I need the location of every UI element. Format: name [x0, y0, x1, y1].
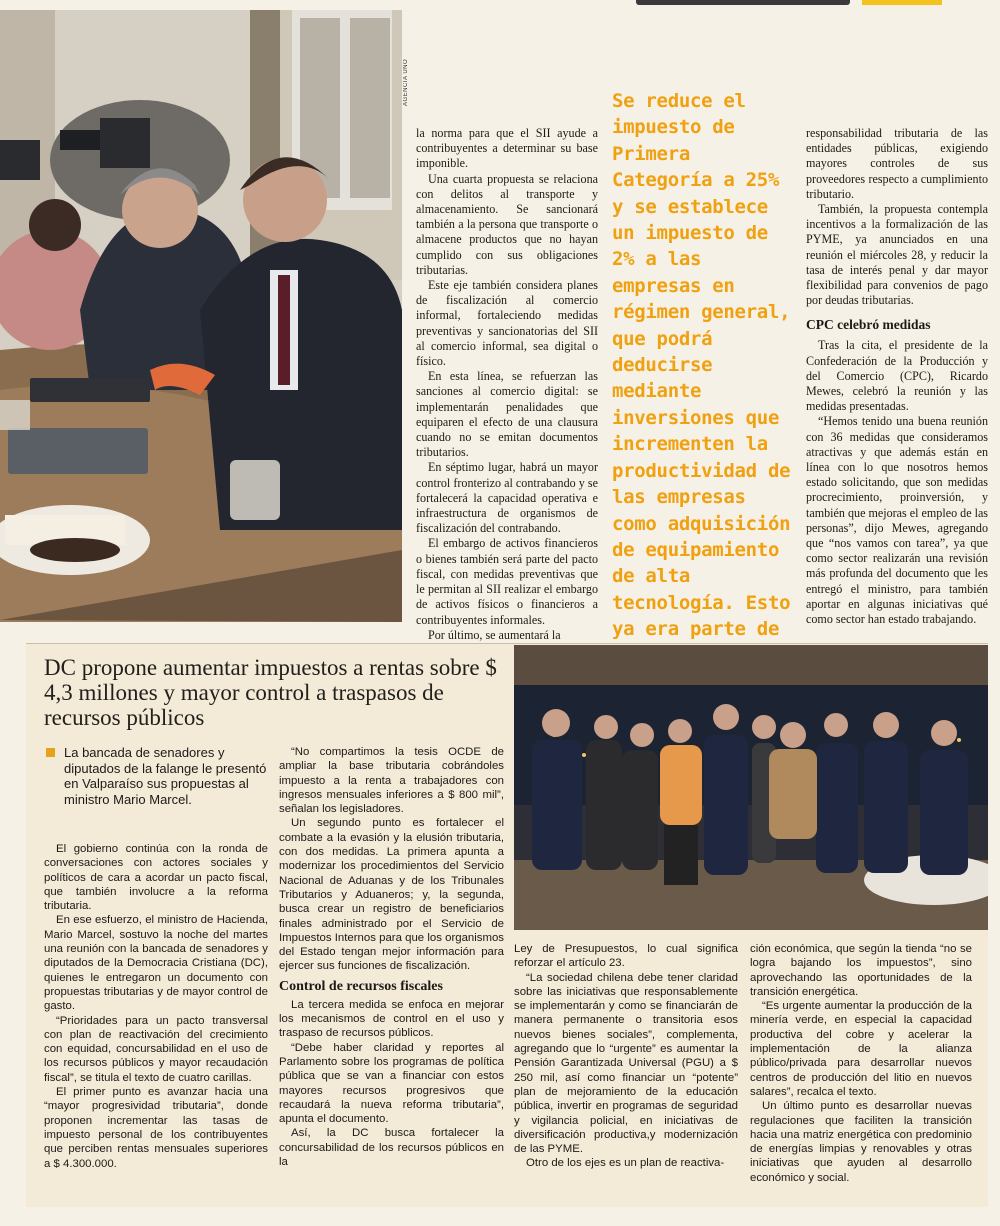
paragraph: “Es urgente aumentar la producción de la minería verde, en especial la capacidad productiva del cobre y acelerar la implementación de la alianza público/privada para desarrollar nuevos centros de producción del litio en nuevos salares”, recalca el texto. — [750, 1000, 972, 1098]
paragraph: “Debe haber claridad y reportes al Parlamento sobre los programas de política pública que se van a financiar con estos mayores recursos progresivos que recaudará la nueva reforma tributaria”, apunta el documento. — [279, 1041, 504, 1126]
section-tab-yellow — [862, 0, 942, 5]
paragraph: “La sociedad chilena debe tener claridad sobre las iniciativas que responsablemente se implementarán y como se financiarán de manera permanente o transitoria esos nuevos bienes sociales”, complementa, agregando que lo “urgente” es aumentar la Pensión Garantizada Universal (PGU) a $ 250 mil, así como financiar un “potente” plan de mejoramiento de la educación pública, invertir en programas de seguridad y vigilancia policial, en iniciativas de diversificación productiva,y modernización de las PYME. — [514, 971, 738, 1156]
bottom-article-column-4 — [750, 942, 972, 1185]
photo-meeting-press — [0, 10, 402, 622]
paragraph: Ley de Presupuestos, lo cual significa reforzar el artículo 23. — [514, 943, 738, 970]
pull-quote: Se reduce el impuesto de Primera Categoría a 25% y se establece un impuesto de 2% a las empresas en régimen general, que podrá deducirse mediante inversiones que incrementen la productividad de las empresas como adquisición de equipamiento de alta tecnología. Esto ya era parte de — [612, 90, 791, 641]
paragraph: “No compartimos la tesis OCDE de ampliar la base tributaria cobrándoles impuesto a la renta a trabajadores con ingresos mensuales inferiores a $ 800 mil”, señalan los legisladores. — [279, 746, 504, 816]
section-tab-dark — [636, 0, 850, 5]
paragraph: “Hemos tenido una buena reunión con 36 medidas que consideramos atractivas y que además están en línea con lo que nosotros hemos estado solicitando, que son medidas procrecimiento, proinversión, y también que mejoras el empleo de las personas”, dijo Mewes, agregando que “nos vamos con tarea”, ya que como sector realizarán una revisión más profunda del documento que les entregó el ministro, para también aportar en algunas iniciativas qué como sector han estado trabajando. — [806, 414, 989, 627]
paragraph: Un último punto es desarrollar nuevas regulaciones que faciliten la transición hacia una matriz energética con predominio de energías limpias y renovables y otras iniciativas que ayuden al desarrollo económico y social. — [750, 1100, 972, 1184]
paragraph: Este eje también considera planes de fiscalización al comercio informal, fortaleciendo medidas preventivas y sancionatorias del SII al comercio informal, sea digital o físico. — [416, 278, 598, 369]
bottom-article-column-3 — [514, 942, 738, 1171]
top-article-column-1 — [416, 126, 598, 643]
paragraph: Por último, se aumentará la — [428, 627, 561, 642]
article-headline: DC propone aumentar impuestos a rentas sobre $ 4,3 millones y mayor control a traspasos de recursos públicos — [44, 655, 497, 730]
paragraph: En esta línea, se refuerzan las sanciones al comercio digital: se implementarán penalidades que equiparen el efecto de una clausura cuando no se emitan documentos tributarios. — [416, 369, 598, 460]
paragraph: ción económica, que según la tienda “no se logra bajando los impuestos”, sino aprovechando las oportunidades de la transición energética. — [750, 943, 972, 998]
paragraph: Tras la cita, el presidente de la Confederación de la Producción y del Comercio (CPC), Ricardo Mewes, celebró la reunión y las medidas presentadas. — [806, 338, 988, 414]
paragraph: la norma para que el SII ayude a contribuyentes a determinar su base imponible. — [416, 126, 598, 171]
paragraph: “Prioridades para un pacto transversal con plan de reactivación del crecimiento con equidad, concursabilidad en el uso de los recursos públicos y mayor recaudación fiscal”, se titula el texto de cuatro carillas. — [44, 1014, 268, 1084]
section-subheading: CPC celebró medidas — [806, 317, 931, 333]
paragraph: Así, la DC busca fortalecer la concursabilidad de los recursos públicos en la — [279, 1127, 504, 1169]
photo-dc-delegation — [514, 645, 988, 930]
paragraph: Una cuarta propuesta se relaciona con delitos al transporte y almacenamiento. Se sancionará también a la persona que transporte o almacene productos que no hayan cumplido con sus obligaciones tributarias. — [416, 171, 598, 277]
paragraph: El gobierno continúa con la ronda de conversaciones con actores sociales y políticos de cara a acordar un pacto fiscal, que también involucre a la reforma tributaria. — [44, 843, 268, 913]
bottom-article-column-1 — [44, 842, 268, 1171]
lede-text: La bancada de senadores y diputados de la falange le presentó en Valparaíso sus propuestas al ministro Mario Marcel. — [64, 745, 267, 807]
section-subheading: Control de recursos fiscales — [279, 978, 443, 994]
bullet-square-icon — [46, 748, 55, 757]
paragraph: Otro de los ejes es un plan de reactiva- — [526, 1157, 725, 1170]
bottom-article-column-2 — [279, 745, 504, 1169]
paragraph: También, la propuesta contempla incentivos a la formalización de las PYME, ya anunciados en una reunión el miércoles 28, y reducir la tasa de interés penal y dar mayor flexibilidad para convenios de pago por deudas tributarias. — [806, 202, 988, 308]
article-lede — [46, 745, 268, 807]
top-article-column-3 — [806, 126, 988, 627]
paragraph: En ese esfuerzo, el ministro de Hacienda, Mario Marcel, sostuvo la noche del martes una reunión con la bancada de senadores y diputados de la Democracia Cristiana (DC), quienes le entregaron un documento con propuestas tributarias y de mayor control de gasto. — [44, 914, 268, 1013]
photo-credit: AGENCIA UNO — [403, 58, 409, 106]
paragraph: responsabilidad tributaria de las entidades públicas, exigiendo mayores controles de sus proveedores respecto a cumplimiento tributario. — [806, 126, 988, 201]
paragraph: La tercera medida se enfoca en mejorar los mecanismos de control en el uso y traspaso de recursos públicos. — [279, 998, 504, 1040]
paragraph: En séptimo lugar, habrá un mayor control fronterizo al contrabando y se fortalecerá la capacidad operativa e infraestructura de organismos de fiscalización del contrabando. — [416, 460, 598, 536]
paragraph: El primer punto es avanzar hacia una “mayor progresividad tributaria”, donde proponen incrementar las tasas de impuesto personal de los contribuyentes que perciben rentas mensuales superiores a $ 4.300.000. — [44, 1086, 268, 1170]
paragraph: Un segundo punto es fortalecer el combate a la evasión y la elusión tributaria, con dos medidas. La primera apunta a modernizar los procedimientos del Servicio Nacional de Aduanas y de los Tribunales Tributarios y Aduaneros; y, la segunda, busca crear un registro de beneficiarios finales administrado por el Servicio de Impuestos Internos para que los organismos del Estado tengan mejor información para ejercer sus funciones de fiscalización. — [279, 817, 504, 973]
paragraph: El embargo de activos financieros o bienes también será parte del pacto fiscal, con medidas preventivas que le permitan al SII realizar el embargo de activos físicos o financieros a contribuyentes informales. — [416, 536, 598, 627]
